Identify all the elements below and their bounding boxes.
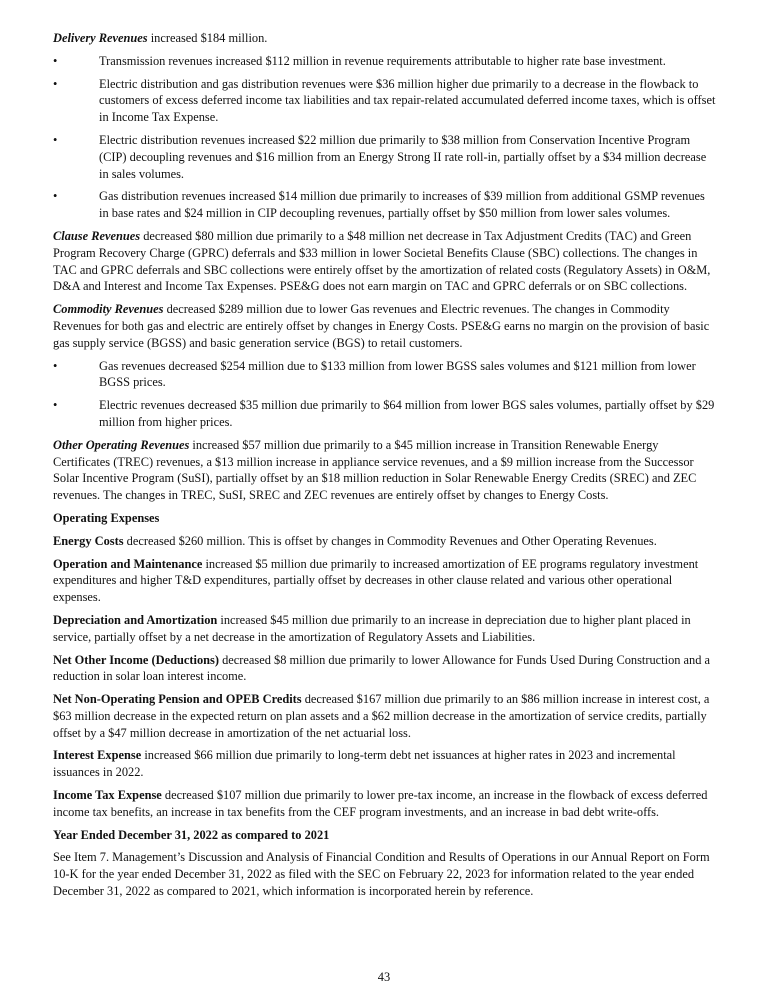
da-para: Depreciation and Amortization increased $45 million due primarily to an increase in depreciation due to higher plant placed in service, partially offset by a net decrease in the amortization of Regulatory Assets and Liabilities. [53, 612, 691, 644]
delivery-revenues-heading: Delivery Revenues [53, 31, 148, 45]
year-comparison-para: See Item 7. Management’s Discussion and Analysis of Financial Condition and Results of Operations in our Annual Report on Form 10-K for the year ended December 31, 2022 as filed with the SEC on February 22, 2023 for information related to the year ended December 31, 2022 as compared to 2021, which information is incorporated herein by reference. [53, 850, 710, 899]
commodity-revenues-heading: Commodity Revenues [53, 302, 164, 317]
bullet-item: • Electric distribution revenues increased $22 million due primarily to $38 million from Conservation Incentive Program (CIP) decoupling revenues and $16 million from an Energy Strong II rate roll-in, partially offset by a $34 million decrease in sales volumes. [53, 132, 707, 181]
om-para: Operation and Maintenance increased $5 million due primarily to increased amortization of EE programs regulatory investment expenditures and higher T&D expenditures, partially offset by decreases in other clause related and various other operational expenses. [53, 556, 699, 605]
pension-para: Net Non-Operating Pension and OPEB Credits decreased $167 million due primarily to an $86 million increase in interest cost, a $63 million decrease in the expected return on plan assets and a $62 million decrease in the amortization of service credits, partially offset by a $47 million decrease in amortization of the net actuarial loss. [53, 692, 710, 740]
bullet-icon: • [53, 189, 58, 204]
other-operating-revenues-heading: Other Operating Revenues [53, 437, 190, 452]
income-tax-para: Income Tax Expense decreased $107 million due primarily to lower pre-tax income, an increase in the flowback of excess deferred income tax benefits, an increase in tax benefits from the CEF program investments, and an increase in bad debt write-offs. [53, 788, 708, 819]
delivery-revenues-para: Delivery Revenues increased $184 million. [53, 31, 268, 45]
net-other-income-heading: Net Other Income (Deductions) [53, 652, 219, 667]
document-body [53, 30, 717, 906]
om-heading: Operation and Maintenance [53, 556, 203, 571]
commodity-revenues-para: Commodity Revenues decreased $289 million due to lower Gas revenues and Electric revenues. The changes in Commodity Revenues for both gas and electric are entirely offset by changes in Energy Costs. PSE&G earns no margin on the provision of basic gas supply service (BGSS) and basic generation service (BGS) to retail customers. [53, 302, 710, 350]
year-comparison-heading: Year Ended December 31, 2022 as compared to 2021 [53, 827, 330, 842]
bullet-item: • Gas distribution revenues increased $14 million due primarily to increases of $39 million from additional GSMP revenues in base rates and $24 million in CIP decoupling revenues, partially offset by $50 million from lower sales volumes. [53, 189, 705, 221]
clause-revenues-heading: Clause Revenues [53, 228, 141, 243]
other-operating-revenues-para: Other Operating Revenues increased $57 million due primarily to a $45 million increase in Transition Renewable Energy Certificates (TREC) revenues, a $13 million increase in appliance service revenues, and a $9 million increase from the Successor Solar Incentive Program (SuSI), partially offset by an $18 million reduction in Solar Renewable Energy Credits (SREC) and ZEC revenues. The changes in TREC, SuSI, SREC and ZEC revenues are entirely offset by changes to Energy Costs. [53, 437, 697, 503]
da-heading: Depreciation and Amortization [53, 612, 218, 627]
pension-heading: Net Non-Operating Pension and OPEB Credits [53, 692, 302, 707]
bullet-icon: • [53, 358, 58, 373]
operating-expenses-heading: Operating Expenses [53, 510, 160, 525]
bullet-item: • Electric distribution and gas distribution revenues were $36 million higher due primarily to a decrease in the flowback to customers of excess deferred income tax liabilities and tax repair-related accumulated deferred income taxes, which is offset in Income Tax Expense. [53, 76, 716, 125]
bullet-item: • Transmission revenues increased $112 million in revenue requirements attributable to higher rate base investment. [53, 53, 666, 68]
bullet-icon: • [53, 132, 58, 147]
bullet-item: • Gas revenues decreased $254 million due to $133 million from lower BGSS sales volumes and $121 million from lower BGSS prices. [53, 358, 696, 390]
interest-expense-heading: Interest Expense [53, 748, 142, 763]
bullet-item: • Electric revenues decreased $35 million due primarily to $64 million from lower BGS sales volumes, partially offset by $29 million from higher prices. [53, 398, 715, 429]
clause-revenues-para: Clause Revenues decreased $80 million due primarily to a $48 million net decrease in Tax Adjustment Credits (TAC) and Green Program Recovery Charge (GPRC) deferrals and $33 million in lower Societal Benefits Clause (SBC) collections. The changes in TAC and GPRC deferrals and SBC collections were entirely offset by the amortization of related costs (Regulatory Assets) in O&M, D&A and Interest and Income Tax Expenses. PSE&G does not earn margin on TAC and GPRC deferrals or on SBC collections. [53, 228, 711, 294]
bullet-icon: • [53, 53, 58, 68]
bullet-icon: • [53, 398, 58, 413]
bullet-icon: • [53, 76, 58, 91]
interest-expense-para: Interest Expense increased $66 million due primarily to long-term debt net issuances at higher rates in 2023 and incremental issuances in 2022. [53, 748, 676, 780]
page-number: 43 [377, 970, 391, 984]
energy-costs-heading: Energy Costs [53, 533, 124, 548]
net-other-income-para: Net Other Income (Deductions) decreased $8 million due primarily to lower Allowance for Funds Used During Construction and a reduction in solar loan interest income. [53, 652, 711, 684]
income-tax-heading: Income Tax Expense [53, 788, 162, 803]
energy-costs-para: Energy Costs decreased $260 million. This is offset by changes in Commodity Revenues and Other Operating Revenues. [53, 533, 657, 548]
